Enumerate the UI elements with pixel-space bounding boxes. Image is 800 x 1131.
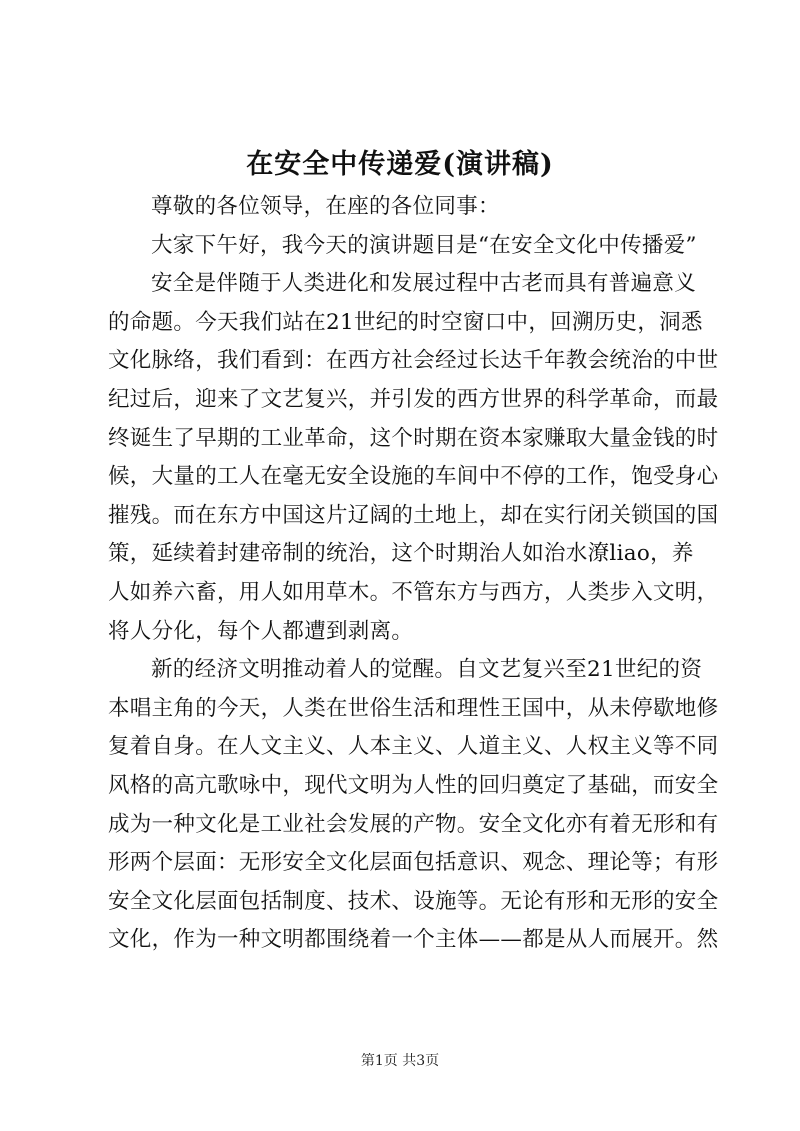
greeting-paragraph [108,188,708,227]
text-line: 复着自身。在人文主义、人本主义、人道主义、人权主义等不同 [108,734,719,760]
text-line: 大家下午好，我今天的演讲题目是“在安全文化中传播爱” [151,232,697,258]
text-line: 将人分化，每个人都遭到剥离。 [108,618,414,644]
text-line: 文化，作为一种文明都围绕着一个主体——都是从人而展开。然 [108,927,719,953]
text-line: 人如养六畜，用人如用草木。不管东方与西方，人类步入文明， [108,579,719,605]
text-line: 成为一种文化是工业社会发展的产物。安全文化亦有着无形和有 [108,811,719,837]
text-line: 风格的高亢歌咏中，现代文明为人性的回归奠定了基础，而安全 [108,772,719,798]
text-line: 尊敬的各位领导，在座的各位同事： [151,194,500,219]
text-line: 策，延续着封建帝制的统治，这个时期治人如治水潦liao，养 [108,541,694,567]
opening-paragraph [108,227,708,266]
body-paragraph-2 [108,651,719,960]
text-line: 安全文化层面包括制度、技术、设施等。无论有形和无形的安全 [108,888,719,914]
document-body [108,188,719,960]
text-line: 的命题。今天我们站在21世纪的时空窗口中，回溯历史，洞悉 [108,309,703,335]
text-line: 摧残。而在东方中国这片辽阔的土地上，却在实行闭关锁国的国 [108,502,719,528]
text-line: 文化脉络，我们看到：在西方社会经过长达千年教会统治的中世 [108,348,719,374]
page-footer: 第1页 共3页 [360,1053,440,1069]
text-line: 安全是伴随于人类进化和发展过程中古老而具有普遍意义 [151,271,697,297]
text-line: 形两个层面：无形安全文化层面包括意识、观念、理论等；有形 [108,850,719,876]
text-line: 候，大量的工人在毫无安全设施的车间中不停的工作，饱受身心 [108,464,719,490]
body-paragraph-1 [108,265,719,651]
text-line: 纪过后，迎来了文艺复兴，并引发的西方世界的科学革命，而最 [108,386,719,412]
text-line: 本唱主角的今天，人类在世俗生活和理性王国中，从未停歇地修 [108,695,719,721]
text-line: 新的经济文明推动着人的觉醒。自文艺复兴至21世纪的资 [151,657,703,683]
text-line: 终诞生了早期的工业革命，这个时期在资本家赚取大量金钱的时 [108,425,719,451]
document-title: 在安全中传递爱(演讲稿) [246,149,554,180]
